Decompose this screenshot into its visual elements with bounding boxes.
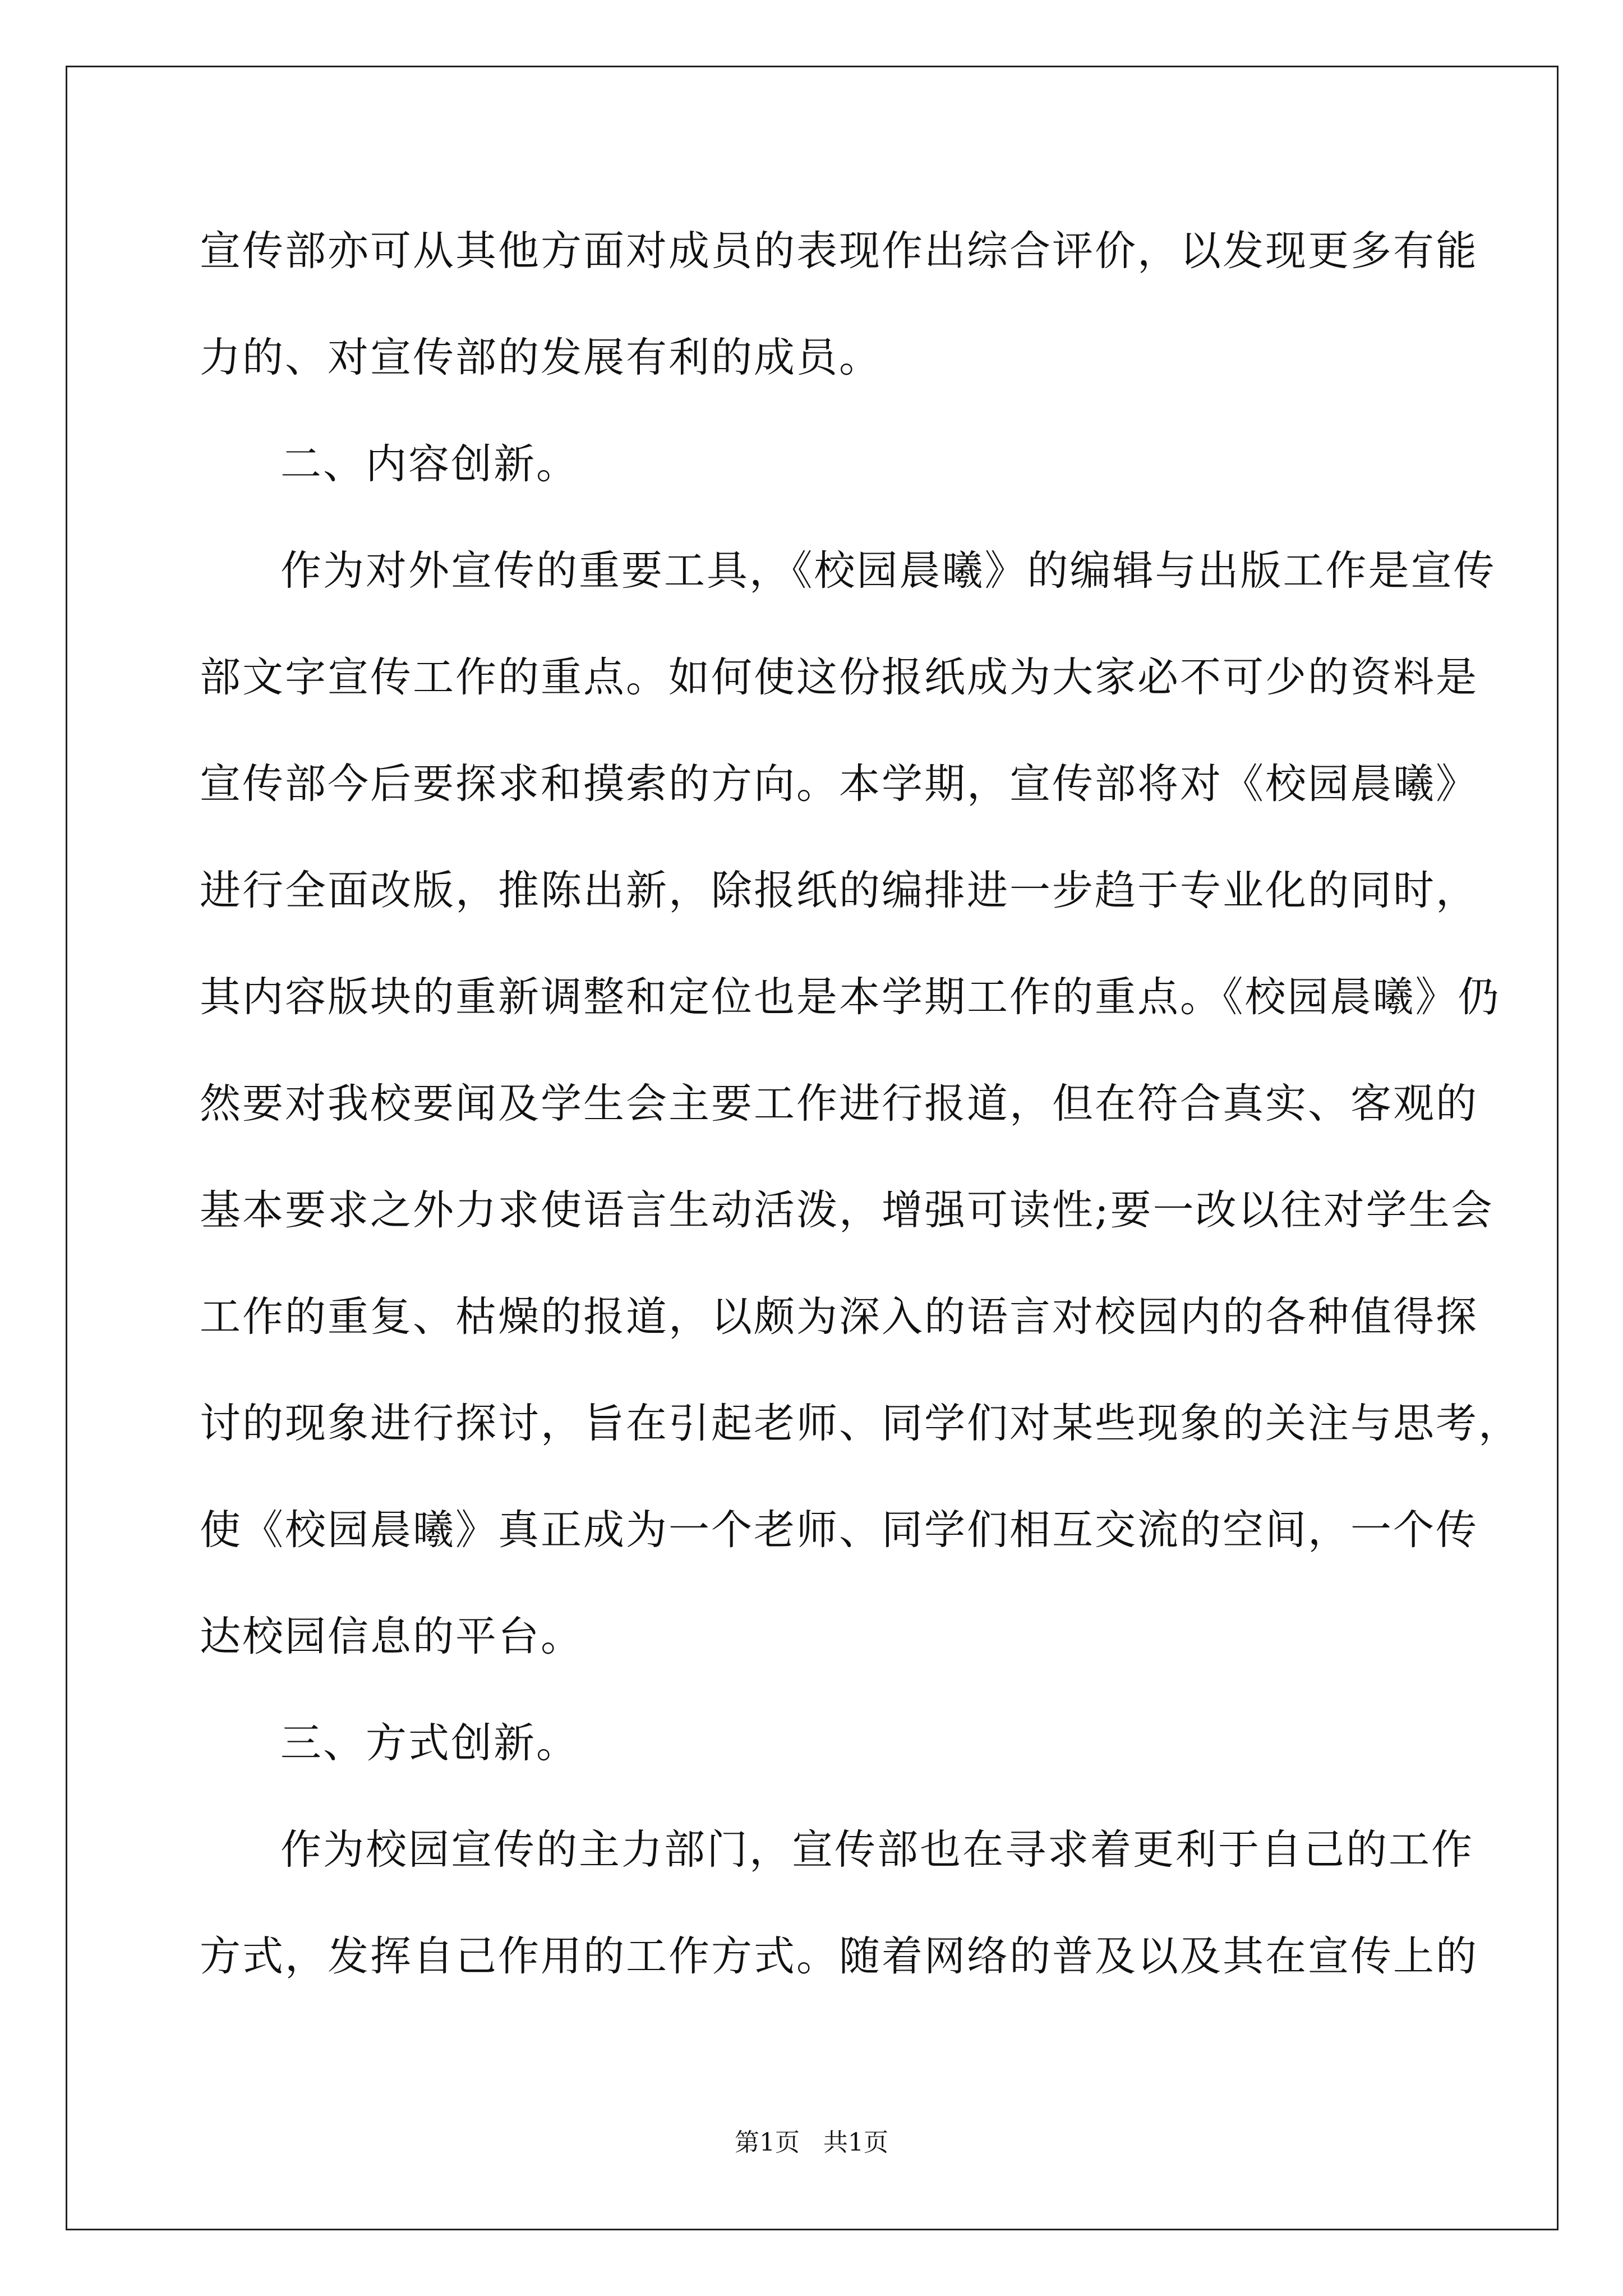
paragraph-line: 进行全面改版，推陈出新，除报纸的编排进一步趋于专业化的同时，: [200, 867, 1478, 914]
paragraph-line: 讨的现象进行探讨，旨在引起老师、同学们对某些现象的关注与思考，: [200, 1400, 1521, 1447]
page-footer: 第1页 共1页: [735, 2128, 888, 2157]
paragraph-line: 工作的重复、枯燥的报道，以颇为深入的语言对校园内的各种值得探: [200, 1293, 1478, 1341]
paragraph-line: 达校园信息的平台。: [200, 1613, 583, 1660]
section-heading: 三、方式创新。: [280, 1719, 579, 1767]
paragraph-line: 作为对外宣传的重要工具，《校园晨曦》的编辑与出版工作是宣传: [280, 547, 1496, 595]
paragraph-line: 宣传部今后要探求和摸索的方向。本学期，宣传部将对《校园晨曦》: [200, 760, 1478, 808]
paragraph-line: 力的、对宣传部的发展有利的成员。: [200, 334, 882, 381]
paragraph-line: 方式，发挥自己作用的工作方式。随着网络的普及以及其在宣传上的: [200, 1932, 1478, 1980]
paragraph-line: 使《校园晨曦》真正成为一个老师、同学们相互交流的空间，一个传: [200, 1506, 1478, 1554]
paragraph-line: 部文字宣传工作的重点。如何使这份报纸成为大家必不可少的资料是: [200, 654, 1478, 701]
paragraph-line: 其内容版块的重新调整和定位也是本学期工作的重点。《校园晨曦》仍: [200, 973, 1501, 1021]
paragraph-line: 作为校园宣传的主力部门，宣传部也在寻求着更利于自己的工作: [280, 1826, 1474, 1874]
paragraph-line: 基本要求之外力求使语言生动活泼，增强可读性;要一改以往对学生会: [200, 1186, 1494, 1234]
paragraph-line: 然要对我校要闻及学生会主要工作进行报道，但在符合真实、客观的: [200, 1080, 1478, 1128]
page-border: [66, 66, 1559, 2230]
section-heading: 二、内容创新。: [280, 440, 579, 488]
paragraph-line: 宣传部亦可从其他方面对成员的表现作出综合评价，以发现更多有能: [200, 227, 1478, 275]
